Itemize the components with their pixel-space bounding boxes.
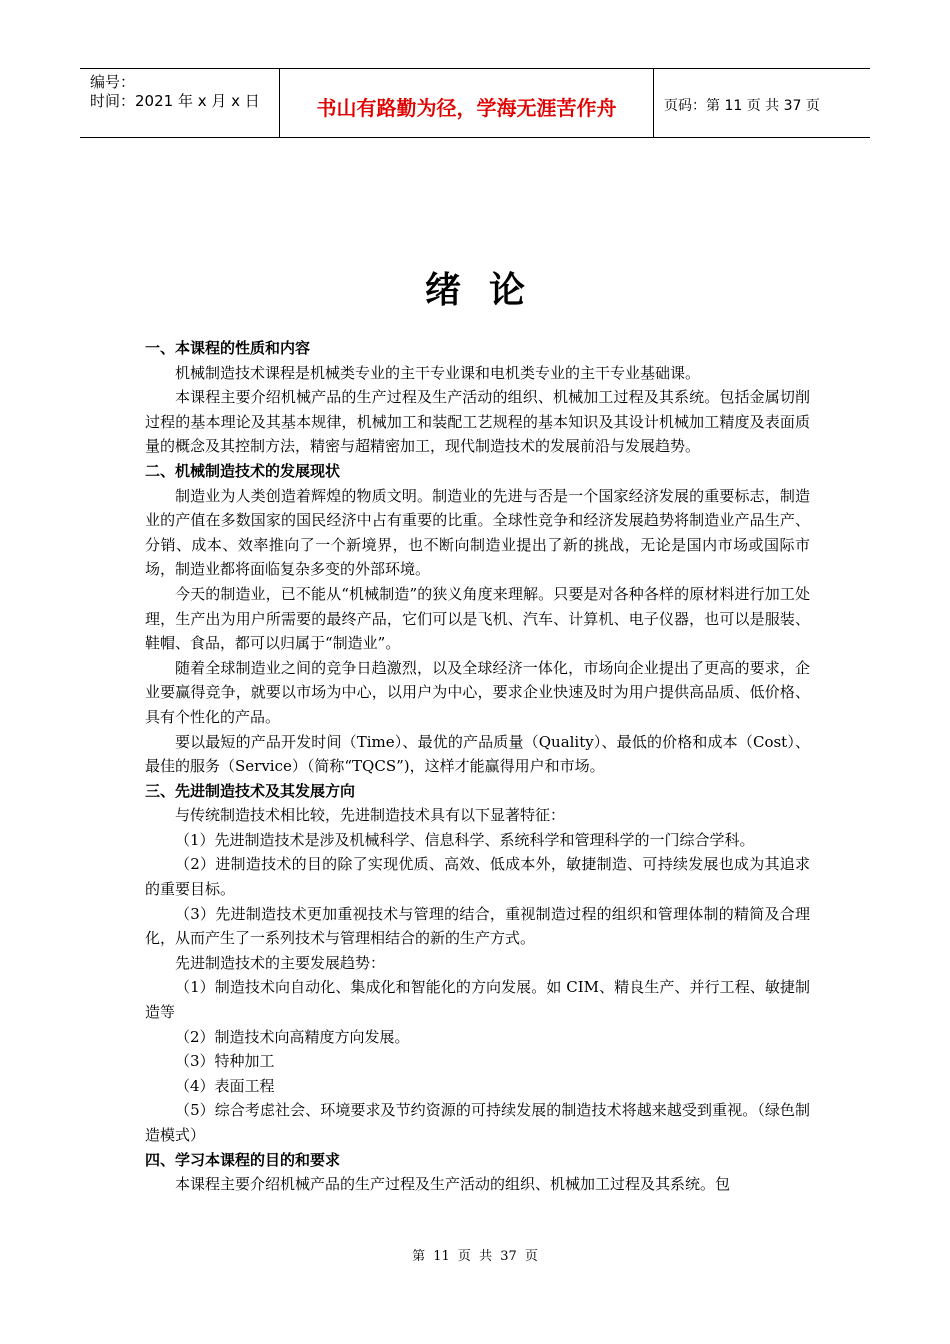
header-page-info: 页码：第 11 页 共 37 页 xyxy=(664,98,820,114)
list-item: （1）制造技术向自动化、集成化和智能化的方向发展。如 CIM、精良生产、并行工程、敏捷制造等 xyxy=(145,978,810,1022)
paragraph: 制造业为人类创造着辉煌的物质文明。制造业的先进与否是一个国家经济发展的重要标志，制造业的产值在多数国家的国民经济中占有重要的比重。全球性竞争和经济发展趋势将制造业产品生产、分销、成本、效率推向了一个新境界，也不断向制造业提出了新的挑战，无论是国内市场或国际市场，制造业都将面临复杂多变的外部环境。 xyxy=(145,486,810,579)
paragraph: 与传统制造技术相比较，先进制造技术具有以下显著特征： xyxy=(175,806,566,825)
section-heading: 四、学习本课程的目的和要求 xyxy=(145,1150,341,1169)
time-label: 时间：2021 年 x 月 x 日 xyxy=(90,92,260,110)
page-title: 绪论 xyxy=(424,270,553,311)
paragraph: 机械制造技术课程是机械类专业的主干专业课和电机类专业的主干专业基础课。 xyxy=(175,363,701,382)
list-item: （4）表面工程 xyxy=(175,1076,275,1095)
header-motto: 书山有路勤为径，学海无涯苦作舟 xyxy=(280,69,654,137)
list-item: （2）制造技术向高精度方向发展。 xyxy=(175,1027,410,1046)
header-meta xyxy=(80,69,280,137)
paragraph: 本课程主要介绍机械产品的生产过程及生产活动的组织、机械加工过程及其系统。包 xyxy=(175,1175,731,1194)
paragraph: 今天的制造业，已不能从“机械制造”的狭义角度来理解。只要是对各种各样的原材料进行加工处理，生产出为用户所需要的最终产品，它们可以是飞机、汽车、计算机、电子仪器，也可以是服装、鞋帽、食品，都可以归属于“制造业”。 xyxy=(145,584,810,653)
page-footer: 第 11 页 共 37 页 xyxy=(412,1249,538,1264)
page-header xyxy=(80,68,870,138)
list-item: （3）先进制造技术更加重视技术与管理的结合，重视制造过程的组织和管理体制的精简及合理化，从而产生了一系列技术与管理相结合的新的生产方式。 xyxy=(145,904,810,948)
number-label: 编号： xyxy=(90,73,136,91)
section-heading: 一、本课程的性质和内容 xyxy=(145,339,311,357)
paragraph: 要以最短的产品开发时间（Time）、最优的产品质量（Quality）、最低的价格和成本（Cost）、最佳的服务（Service）（简称“TQCS”)，这样才能赢得用户和市场。 xyxy=(145,732,810,776)
list-item: （2）进制造技术的目的除了实现优质、高效、低成本外，敏捷制造、可持续发展也成为其追求的重要目标。 xyxy=(145,855,810,899)
section-heading: 二、机械制造技术的发展现状 xyxy=(145,461,341,480)
list-item: （3）特种加工 xyxy=(175,1052,275,1071)
paragraph: 随着全球制造业之间的竞争日趋激烈，以及全球经济一体化，市场向企业提出了更高的要求，企业要赢得竞争，就要以市场为中心，以用户为中心，要求企业快速及时为用户提供高品质、低价格、具有个性化的产品。 xyxy=(145,658,810,726)
section-heading: 三、先进制造技术及其发展方向 xyxy=(145,781,356,800)
document-body xyxy=(145,336,810,1197)
paragraph: 先进制造技术的主要发展趋势： xyxy=(175,953,386,972)
list-item: （5）综合考虑社会、环境要求及节约资源的可持续发展的制造技术将越来越受到重视。（绿色制造模式） xyxy=(145,1101,810,1144)
paragraph: 本课程主要介绍机械产品的生产过程及生产活动的组织、机械加工过程及其系统。包括金属切削过程的基本理论及其基本规律，机械加工和装配工艺规程的基本知识及其设计机械加工精度及表面质量的概念及其控制方法，精密与超精密加工，现代制造技术的发展前沿与发展趋势。 xyxy=(145,388,810,456)
list-item: （1）先进制造技术是涉及机械科学、信息科学、系统科学和管理科学的一门综合学科。 xyxy=(175,830,755,849)
